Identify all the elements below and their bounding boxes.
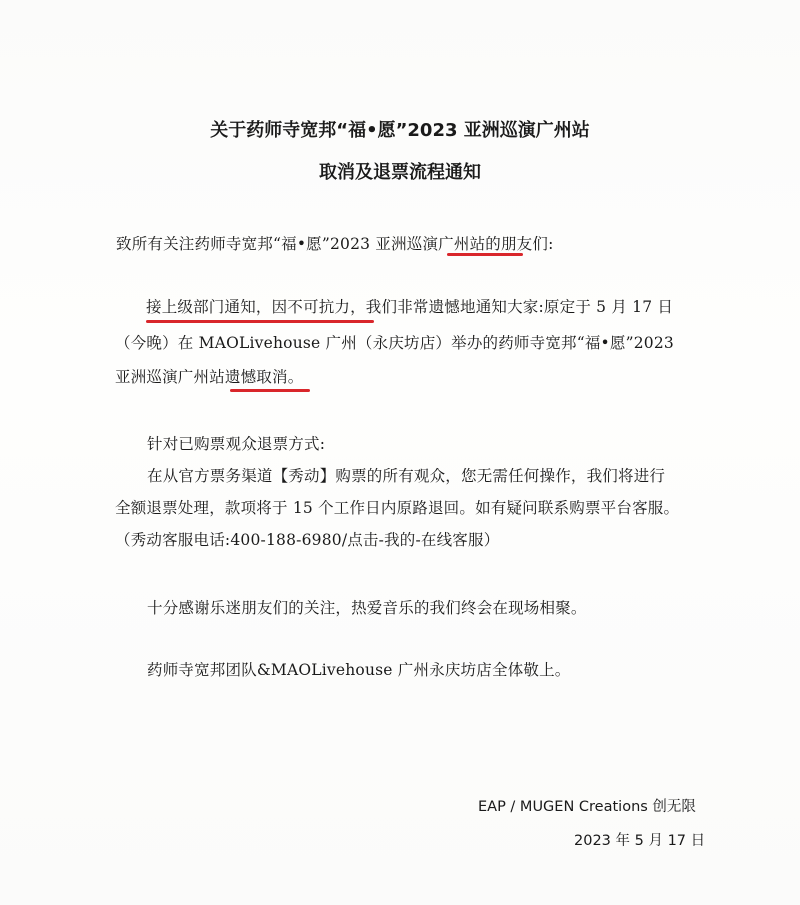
- thanks-text: 十分感谢乐迷朋友们的关注，热爱音乐的我们终会在现场相聚。: [147, 599, 587, 617]
- refund-line3: （秀动客服电话:400-188-6980/点击-我的-在线客服）: [115, 531, 500, 549]
- highlight-underline: [146, 320, 374, 323]
- highlight-underline: [447, 253, 523, 256]
- notice-subtitle: 取消及退票流程通知: [319, 162, 481, 183]
- signature-date: 2023 年 5 月 17 日: [574, 833, 706, 849]
- para1-line2: （今晚）在 MAOLivehouse 广州（永庆坊店）举办的药师寺宽邦“福•愿”2023: [115, 334, 674, 352]
- highlight-underline: [230, 389, 310, 392]
- refund-line2: 全额退票处理，款项将于 15 个工作日内原路退回。如有疑问联系购票平台客服。: [115, 499, 680, 517]
- closing-text: 药师寺宽邦团队&MAOLivehouse 广州永庆坊店全体敬上。: [147, 661, 571, 679]
- para1-line1: 接上级部门通知，因不可抗力，我们非常遗憾地通知大家:原定于 5 月 17 日: [146, 298, 674, 316]
- refund-line1: 在从官方票务渠道【秀动】购票的所有观众，您无需任何操作，我们将进行: [147, 467, 666, 485]
- signature-org: EAP / MUGEN Creations 创无限: [478, 799, 696, 815]
- refund-heading: 针对已购票观众退票方式:: [147, 435, 326, 453]
- para1-line3: 亚洲巡演广州站遗憾取消。: [115, 368, 304, 386]
- notice-title: 关于药师寺宽邦“福•愿”2023 亚洲巡演广州站: [210, 120, 590, 141]
- salutation: 致所有关注药师寺宽邦“福•愿”2023 亚洲巡演广州站的朋友们:: [116, 235, 554, 253]
